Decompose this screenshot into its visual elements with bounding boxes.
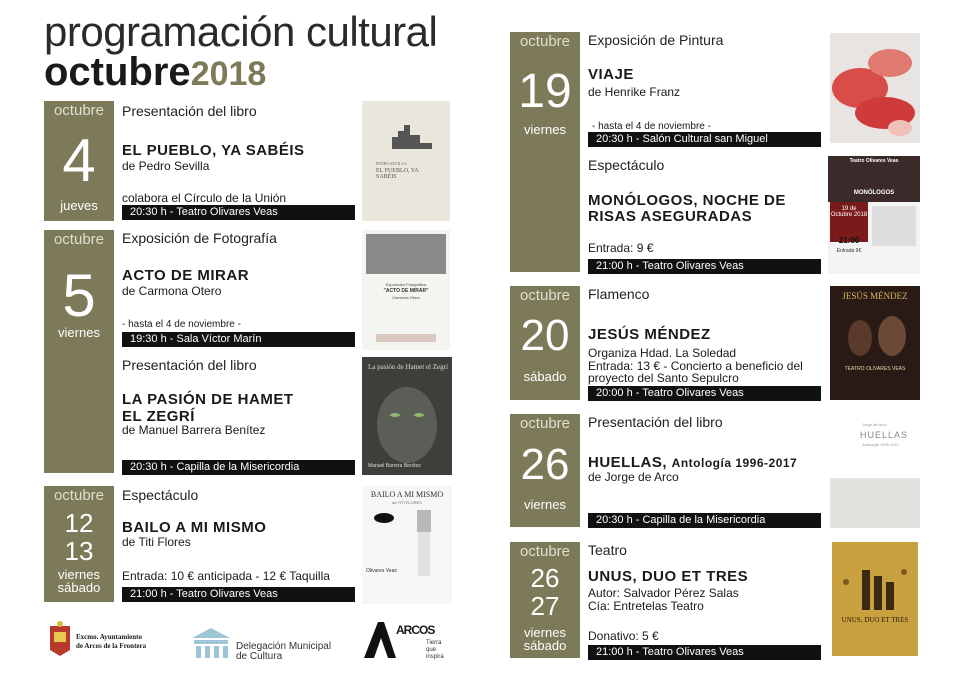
event-time-venue: 21:00 h - Teatro Olivares Veas	[588, 645, 821, 660]
date-bar-5	[44, 230, 114, 473]
book-cover-image	[830, 414, 920, 528]
date-month: octubre	[519, 415, 571, 432]
poster-line-3: Carmona Otero	[392, 295, 420, 300]
date-weekday-2: sábado	[57, 580, 101, 595]
event-title-main: HUELLAS,	[588, 454, 667, 471]
poster-venue: TEATRO OLIVARES VEAS	[844, 366, 906, 372]
date-day: 19	[518, 65, 572, 118]
event-category: Teatro	[588, 542, 627, 558]
building-icon	[190, 626, 232, 660]
event-author: de Manuel Barrera Benítez	[122, 423, 266, 437]
date-month: octubre	[519, 287, 571, 304]
event-time-venue: 20:30 h - Capilla de la Misericordia	[122, 460, 355, 475]
date-day: 20	[520, 311, 570, 360]
monologues-poster-image	[828, 156, 920, 274]
arcos-a-icon	[362, 620, 398, 660]
delegacion-logo	[190, 626, 232, 665]
event-time-venue: 20:30 h - Teatro Olivares Veas	[122, 205, 355, 220]
month-label: octubre	[44, 50, 191, 94]
date-bar-19	[510, 32, 580, 272]
ayuntamiento-line-1: Excmo. Ayuntamiento	[76, 633, 142, 641]
date-month: octubre	[53, 487, 105, 504]
date-bar-12-13	[44, 486, 114, 602]
poster-price: Entrada 9€	[836, 248, 862, 254]
event-note: Entrada: 9 €	[588, 241, 654, 255]
event-title-line-1: LA PASIÓN DE HAMET	[122, 391, 294, 408]
date-day-2: 27	[530, 591, 560, 621]
event-company: Cía: Entretelas Teatro	[588, 599, 704, 613]
event-category: Exposición de Fotografía	[122, 230, 277, 246]
performers-illustration	[830, 286, 920, 400]
event-author: Autor: Salvador Pérez Salas	[588, 586, 739, 600]
event-author: de Titi Flores	[122, 535, 191, 549]
event-organizer: Organiza Hdad. La Soledad	[588, 346, 737, 360]
event-category: Flamenco	[588, 286, 650, 302]
page-subtitle	[44, 50, 266, 95]
ayuntamiento-logo	[48, 620, 72, 663]
delegacion-line-2: de Cultura	[236, 651, 283, 662]
event-title: VIAJE	[588, 66, 634, 83]
ayuntamiento-line-2: de Arcos de la Frontera	[76, 642, 147, 650]
delegacion-line-1: Delegación Municipal	[236, 641, 332, 652]
event-title-line-2: EL ZEGRÍ	[122, 408, 195, 425]
event-author: de Jorge de Arco	[588, 470, 679, 484]
book-cover-image	[362, 357, 452, 475]
year-label: 2018	[190, 55, 267, 93]
face-illustration	[362, 357, 452, 475]
flamenco-poster-image	[830, 286, 920, 400]
date-month: octubre	[53, 231, 105, 248]
date-month: octubre	[53, 102, 105, 119]
cover-author: PEDRO SEVILLA	[376, 161, 407, 166]
event-author: de Pedro Sevilla	[122, 159, 210, 173]
poster-line-2: "ACTO DE MIRAR"	[383, 288, 429, 294]
cover-author: Jorge de Arco	[862, 422, 887, 427]
poster-date: 19 de Octubre 2018	[830, 202, 868, 242]
event-title: BAILO A MI MISMO	[122, 519, 267, 536]
event-category: Espectáculo	[122, 487, 199, 503]
poster-line-1: Exposición Fotográfica	[385, 282, 427, 287]
event-author: de Carmona Otero	[122, 284, 222, 298]
poster-title: MONÓLOGOS	[853, 190, 895, 196]
date-weekday: viernes	[524, 122, 566, 137]
date-bar-26	[510, 414, 580, 527]
event-title: EL PUEBLO, YA SABÉIS	[122, 142, 305, 159]
show-poster-image	[362, 486, 452, 604]
abstract-painting	[830, 33, 920, 143]
event-category: Espectáculo	[588, 157, 665, 173]
event-category: Exposición de Pintura	[588, 32, 724, 48]
poster-title: JESÚS MÉNDEZ	[842, 291, 908, 301]
event-title-line-2: RISAS ASEGURADAS	[588, 208, 753, 225]
event-title-line-1: MONÓLOGOS, NOCHE DE	[588, 192, 786, 209]
event-title: UNUS, DUO ET TRES	[588, 568, 749, 585]
event-note: - hasta el 4 de noviembre -	[122, 319, 241, 330]
cover-title: EL PUEBLO, YA SABÉIS	[376, 168, 419, 180]
event-time-venue: 20:00 h - Teatro Olivares Veas	[588, 386, 821, 401]
event-time-venue: 19:30 h - Sala Víctor Marín	[122, 332, 355, 347]
painting-image	[830, 33, 920, 143]
event-project: proyecto del Santo Sepulcro	[588, 371, 739, 385]
cover-title: HUELLAS	[860, 430, 909, 440]
event-title-sub: Antología 1996-2017	[671, 456, 798, 470]
arcos-logo	[362, 620, 398, 665]
page-title: programación cultural	[44, 8, 438, 55]
event-entry: Entrada: 13 € - Concierto a beneficio del	[588, 359, 803, 373]
date-bar-26-27	[510, 542, 580, 658]
poster-subtitle: de TITI FLORES	[392, 500, 422, 505]
poster-venue: Olivares Veas	[366, 568, 397, 574]
theatre-poster-image	[832, 542, 918, 656]
arcos-tagline: Tierra que inspira	[426, 640, 444, 660]
dancer-illustration	[362, 486, 452, 604]
date-day: 4	[62, 127, 96, 194]
event-category: Presentación del libro	[588, 414, 723, 430]
date-day-1: 12	[64, 508, 94, 538]
date-weekday: viernes	[524, 497, 566, 512]
date-weekday: viernes	[58, 325, 100, 340]
event-note: - hasta el 4 de noviembre -	[592, 121, 711, 132]
date-day-1: 26	[530, 563, 560, 593]
event-note: Entrada: 10 € anticipada - 12 € Taquilla	[122, 569, 330, 583]
cover-subtitle: Antología 1996-2017	[862, 442, 900, 447]
event-category: Presentación del libro	[122, 103, 257, 119]
exhibition-poster-image	[362, 230, 450, 350]
date-day: 26	[520, 440, 570, 489]
event-time-venue: 20:30 h - Salón Cultural san Miguel	[588, 132, 821, 147]
cover-author: Manuel Barrera Benítez	[368, 463, 421, 469]
book-cover-image	[362, 101, 450, 221]
date-weekday-1: viernes	[58, 567, 100, 582]
arcos-wordmark: ARCOS	[396, 623, 435, 637]
date-month: octubre	[519, 543, 571, 560]
cover-title: La pasión de Hamet el Zegrí	[368, 363, 448, 371]
poster-time: 21:00	[838, 236, 860, 245]
date-weekday-1: viernes	[524, 625, 566, 640]
poster-title: UNUS, DUO ET TRES	[841, 616, 909, 624]
date-month: octubre	[519, 33, 571, 50]
columns-illustration	[832, 542, 918, 656]
coat-of-arms-icon	[48, 620, 72, 658]
date-day: 5	[62, 262, 96, 329]
date-day-2: 13	[64, 536, 94, 566]
event-time-venue: 21:00 h - Teatro Olivares Veas	[588, 259, 821, 274]
event-note: Donativo: 5 €	[588, 629, 659, 643]
poster-venue: Teatro Olivares Veas	[849, 158, 899, 164]
event-time-venue: 20:30 h - Capilla de la Misericordia	[588, 513, 821, 528]
event-time-venue: 21:00 h - Teatro Olivares Veas	[122, 587, 355, 602]
event-title: ACTO DE MIRAR	[122, 267, 250, 284]
date-bar-20	[510, 286, 580, 400]
date-bar-4	[44, 101, 114, 221]
event-title: JESÚS MÉNDEZ	[588, 326, 711, 343]
date-weekday: jueves	[60, 198, 98, 213]
poster-title: BAILO A MI MISMO	[370, 490, 444, 499]
event-category: Presentación del libro	[122, 357, 257, 373]
date-weekday: sábado	[523, 369, 567, 384]
date-weekday-2: sábado	[523, 638, 567, 653]
event-note: colabora el Círculo de la Unión	[122, 191, 287, 205]
event-author: de Henrike Franz	[588, 85, 681, 99]
